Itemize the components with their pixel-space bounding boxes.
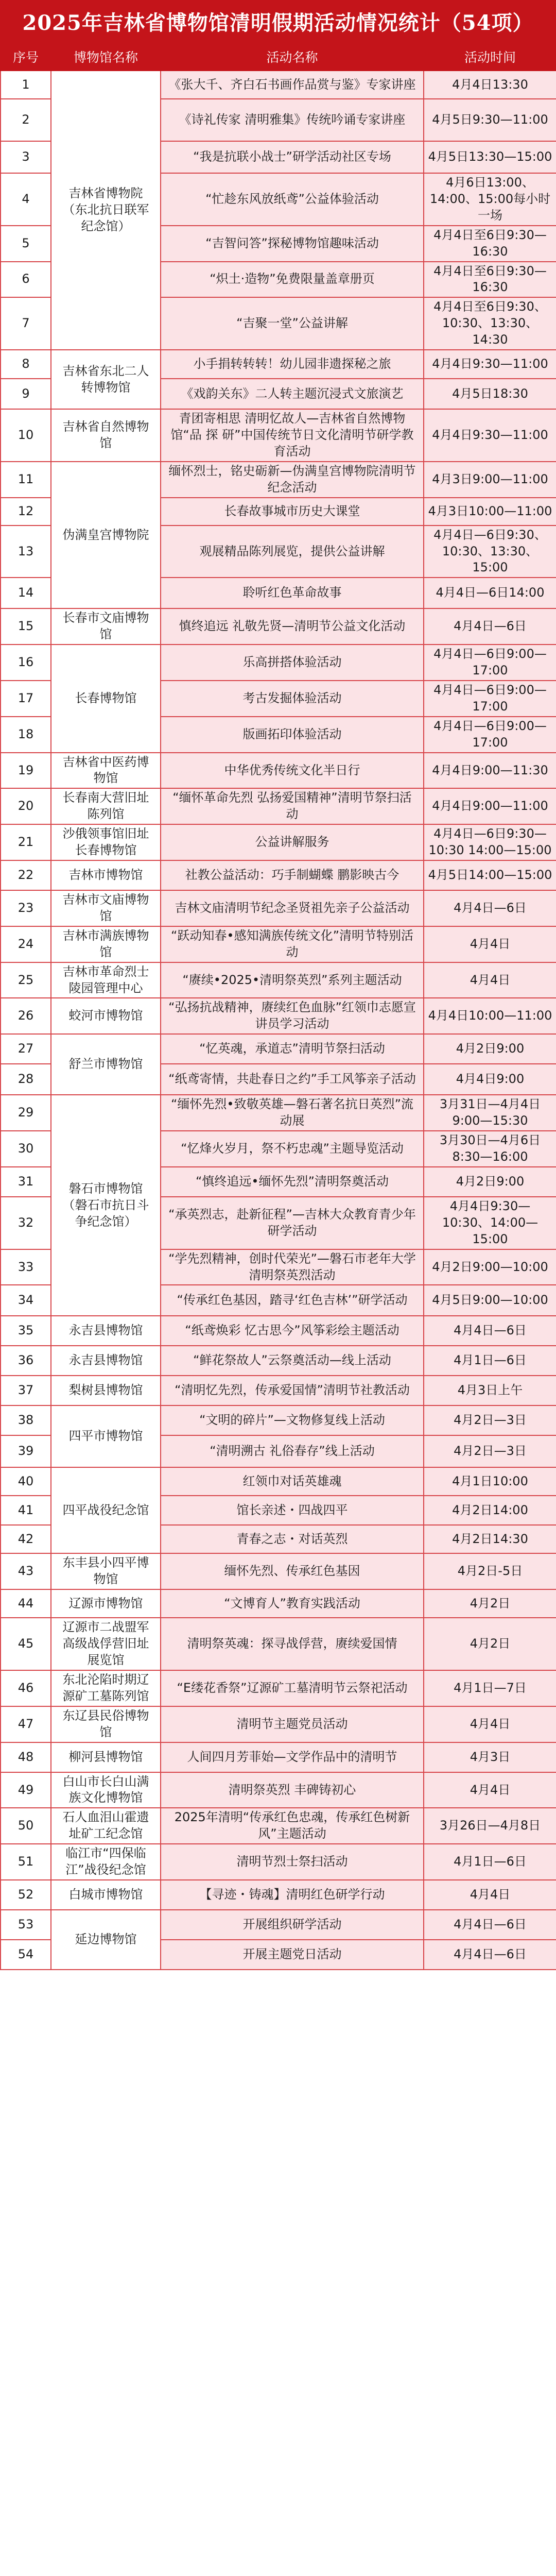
activity-name: 青春之志・对话英烈 (161, 1525, 424, 1553)
activity-time: 4月4日 (424, 962, 556, 998)
museum-name: 辽源市博物馆 (51, 1589, 161, 1618)
row-number: 50 (1, 1808, 51, 1844)
row-number: 45 (1, 1618, 51, 1670)
row-number: 21 (1, 824, 51, 860)
museum-name: 蛟河市博物馆 (51, 998, 161, 1034)
activity-time: 4月5日9:30—11:00 (424, 99, 556, 141)
row-number: 48 (1, 1742, 51, 1772)
museum-name: 吉林省东北二人转博物馆 (51, 350, 161, 409)
row-number: 4 (1, 173, 51, 226)
table-header-row (1, 43, 556, 71)
activity-time: 4月4日—6日9:30—10:30 14:00—15:00 (424, 824, 556, 860)
row-number: 6 (1, 262, 51, 298)
activity-time: 4月4日—6日9:00—17:00 (424, 645, 556, 681)
museum-name: 吉林省中医药博物馆 (51, 753, 161, 789)
activity-time: 4月4日9:00—11:30 (424, 753, 556, 789)
activity-time: 4月4日9:00 (424, 1064, 556, 1095)
row-number: 8 (1, 350, 51, 379)
activity-name: “承英烈志，赴新征程”—吉林大众教育青少年研学活动 (161, 1197, 424, 1249)
table-row (1, 1808, 556, 1844)
row-number: 18 (1, 717, 51, 753)
page-title: 2025年吉林省博物馆清明假期活动情况统计（54项） (0, 0, 556, 42)
table-row (1, 462, 556, 498)
row-number: 9 (1, 379, 51, 409)
activity-name: 吉林文庙清明节纪念圣贤祖先亲子公益活动 (161, 890, 424, 926)
row-number: 30 (1, 1131, 51, 1167)
table-row (1, 926, 556, 962)
row-number: 47 (1, 1706, 51, 1742)
museum-name: 吉林市革命烈士陵园管理中心 (51, 962, 161, 998)
activity-time: 4月1日—6日 (424, 1844, 556, 1880)
activity-name: 乐高拼搭体验活动 (161, 645, 424, 681)
activity-name: “忆英魂，承道志”清明节祭扫活动 (161, 1034, 424, 1064)
museum-name: 磐石市博物馆（磐石市抗日斗争纪念馆） (51, 1095, 161, 1316)
row-number: 51 (1, 1844, 51, 1880)
row-number: 29 (1, 1095, 51, 1131)
row-number: 27 (1, 1034, 51, 1064)
activity-name: “E缕花香祭”辽源矿工墓清明节云祭祀活动 (161, 1670, 424, 1706)
activity-name: “吉聚一堂”公益讲解 (161, 297, 424, 350)
museum-name: 四平战役纪念馆 (51, 1467, 161, 1553)
row-number: 39 (1, 1435, 51, 1467)
activity-name: 开展组织研学活动 (161, 1910, 424, 1940)
museum-name: 柳河县博物馆 (51, 1742, 161, 1772)
row-number: 43 (1, 1553, 51, 1589)
row-number: 20 (1, 788, 51, 824)
row-number: 54 (1, 1940, 51, 1970)
museum-name: 辽源市二战盟军高级战俘营旧址展览馆 (51, 1618, 161, 1670)
row-number: 11 (1, 462, 51, 498)
activity-time: 4月4日 (424, 1706, 556, 1742)
activity-time: 4月5日13:30—15:00 (424, 141, 556, 173)
museum-name: 白山市长白山满族文化博物馆 (51, 1772, 161, 1808)
activity-time: 4月2日14:00 (424, 1496, 556, 1525)
header-seq: 序号 (1, 43, 51, 71)
activity-time: 4月4日至6日9:30—16:30 (424, 262, 556, 298)
activity-name: “文博育人”教育实践活动 (161, 1589, 424, 1618)
table-row (1, 71, 556, 99)
activity-name: “跃动知春•感知满族传统文化”清明节特别活动 (161, 926, 424, 962)
table-row (1, 1095, 556, 1131)
table-row (1, 860, 556, 890)
activity-time: 4月4日 (424, 926, 556, 962)
row-number: 26 (1, 998, 51, 1034)
row-number: 36 (1, 1346, 51, 1376)
header-activity: 活动名称 (161, 43, 424, 71)
table-row (1, 824, 556, 860)
museum-name: 东北沦陷时期辽源矿工墓陈列馆 (51, 1670, 161, 1706)
museum-name: 临江市“四保临江”战役纪念馆 (51, 1844, 161, 1880)
activity-time: 4月2日9:00 (424, 1034, 556, 1064)
row-number: 40 (1, 1467, 51, 1496)
activity-time: 4月3日10:00—11:00 (424, 498, 556, 526)
row-number: 17 (1, 681, 51, 717)
activity-table (0, 42, 556, 1970)
museum-name: 延边博物馆 (51, 1910, 161, 1970)
activity-name: 人间四月芳菲始—文学作品中的清明节 (161, 1742, 424, 1772)
row-number: 28 (1, 1064, 51, 1095)
activity-time: 4月1日—7日 (424, 1670, 556, 1706)
activity-time: 4月1日—6日 (424, 1346, 556, 1376)
row-number: 15 (1, 608, 51, 645)
row-number: 32 (1, 1197, 51, 1249)
activity-name: “赓续•2025•清明祭英烈”系列主题活动 (161, 962, 424, 998)
activity-time: 4月4日至6日9:30—16:30 (424, 226, 556, 262)
activity-name: 《张大千、齐白石书画作品赏与鉴》专家讲座 (161, 71, 424, 99)
museum-name: 永吉县博物馆 (51, 1316, 161, 1346)
row-number: 42 (1, 1525, 51, 1553)
table-row (1, 1670, 556, 1706)
activity-time: 3月26日—4月8日 (424, 1808, 556, 1844)
activity-time: 4月4日—6日14:00 (424, 578, 556, 608)
activity-time: 4月6日13:00、14:00、15:00每小时一场 (424, 173, 556, 226)
activity-name: “忆烽火岁月，祭不朽忠魂”主题导览活动 (161, 1131, 424, 1167)
row-number: 13 (1, 526, 51, 578)
activity-name: 考古发掘体验活动 (161, 681, 424, 717)
row-number: 25 (1, 962, 51, 998)
activity-time: 4月4日9:30—10:30、14:00—15:00 (424, 1197, 556, 1249)
activity-time: 4月3日上午 (424, 1376, 556, 1405)
table-row (1, 1772, 556, 1808)
activity-time: 4月2日14:30 (424, 1525, 556, 1553)
activity-name: 红领巾对话英雄魂 (161, 1467, 424, 1496)
table-row (1, 1706, 556, 1742)
activity-name: 中华优秀传统文化半日行 (161, 753, 424, 789)
activity-name: 聆听红色革命故事 (161, 578, 424, 608)
museum-name: 四平市博物馆 (51, 1405, 161, 1467)
activity-name: 小手捐转转转！幼儿园非遗探秘之旅 (161, 350, 424, 379)
activity-time: 4月4日13:30 (424, 71, 556, 99)
row-number: 34 (1, 1285, 51, 1316)
activity-name: 清明祭英烈 丰碑铸初心 (161, 1772, 424, 1808)
row-number: 53 (1, 1910, 51, 1940)
activity-time: 4月4日—6日9:30、10:30、13:30、15:00 (424, 526, 556, 578)
museum-name: 东丰县小四平博物馆 (51, 1553, 161, 1589)
activity-time: 4月3日9:00—11:00 (424, 462, 556, 498)
activity-name: 【寻迹・铸魂】清明红色研学行动 (161, 1880, 424, 1910)
table-row (1, 1880, 556, 1910)
table-row (1, 1405, 556, 1435)
activity-name: “纸鸢寄情，共赴春日之约”手工风筝亲子活动 (161, 1064, 424, 1095)
row-number: 23 (1, 890, 51, 926)
table-row (1, 1553, 556, 1589)
museum-name: 长春市文庙博物馆 (51, 608, 161, 645)
row-number: 16 (1, 645, 51, 681)
museum-name: 长春南大营旧址陈列馆 (51, 788, 161, 824)
table-row (1, 1618, 556, 1670)
activity-time: 3月30日—4月6日8:30—16:00 (424, 1131, 556, 1167)
museum-name: 吉林市文庙博物馆 (51, 890, 161, 926)
table-row (1, 1376, 556, 1405)
activity-name: “慎终追远•缅怀先烈”清明祭奠活动 (161, 1167, 424, 1197)
table-row (1, 1844, 556, 1880)
activity-name: 观展精品陈列展览，提供公益讲解 (161, 526, 424, 578)
activity-time: 4月4日至6日9:30、10:30、13:30、14:30 (424, 297, 556, 350)
row-number: 12 (1, 498, 51, 526)
activity-name: “吉智问答”探秘博物馆趣味活动 (161, 226, 424, 262)
table-body (1, 71, 556, 1970)
activity-time: 3月31日—4月4日9:00—15:30 (424, 1095, 556, 1131)
activity-name: “鲜花祭故人”云祭奠活动—线上活动 (161, 1346, 424, 1376)
activity-name: 缅怀先烈、传承红色基因 (161, 1553, 424, 1589)
activity-name: “忙趁东风放纸鸢”公益体验活动 (161, 173, 424, 226)
activity-name: “缅怀先烈•致敬英雄—磐石著名抗日英烈”流动展 (161, 1095, 424, 1131)
table-row (1, 998, 556, 1034)
row-number: 35 (1, 1316, 51, 1346)
museum-name: 石人血泪山霍遗址矿工纪念馆 (51, 1808, 161, 1844)
table-row (1, 1467, 556, 1496)
activity-time: 4月2日—3日 (424, 1405, 556, 1435)
museum-name: 舒兰市博物馆 (51, 1034, 161, 1095)
activity-time: 4月4日—6日 (424, 1316, 556, 1346)
museum-name: 吉林市满族博物馆 (51, 926, 161, 962)
museum-name: 吉林市博物馆 (51, 860, 161, 890)
activity-name: 馆长亲述・四战四平 (161, 1496, 424, 1525)
activity-time: 4月4日—6日9:00—17:00 (424, 681, 556, 717)
activity-name: 长春故事城市历史大课堂 (161, 498, 424, 526)
activity-time: 4月2日9:00—10:00 (424, 1249, 556, 1285)
activity-name: 公益讲解服务 (161, 824, 424, 860)
row-number: 41 (1, 1496, 51, 1525)
activity-time: 4月5日14:00—15:00 (424, 860, 556, 890)
activity-name: 《戏韵关东》二人转主题沉浸式文旅演艺 (161, 379, 424, 409)
activity-time: 4月4日—6日 (424, 1940, 556, 1970)
table-row (1, 350, 556, 379)
activity-name: “炽土·造物”免费限量盖章册页 (161, 262, 424, 298)
museum-name: 白城市博物馆 (51, 1880, 161, 1910)
table-row (1, 753, 556, 789)
activity-name: 版画拓印体验活动 (161, 717, 424, 753)
table-row (1, 890, 556, 926)
table-row (1, 608, 556, 645)
activity-time: 4月3日 (424, 1742, 556, 1772)
header-time: 活动时间 (424, 43, 556, 71)
row-number: 10 (1, 409, 51, 462)
activity-name: “缅怀革命先烈 弘扬爱国精神”清明节祭扫活动 (161, 788, 424, 824)
museum-name: 梨树县博物馆 (51, 1376, 161, 1405)
row-number: 1 (1, 71, 51, 99)
activity-time: 4月4日—6日 (424, 608, 556, 645)
row-number: 3 (1, 141, 51, 173)
header-museum: 博物馆名称 (51, 43, 161, 71)
activity-name: 社教公益活动：巧手制蝴蝶 鹏影映古今 (161, 860, 424, 890)
activity-time: 4月5日9:00—10:00 (424, 1285, 556, 1316)
table-row (1, 1034, 556, 1064)
activity-name: 清明祭英魂：探寻战俘营，赓续爱国情 (161, 1618, 424, 1670)
activity-name: “清明溯古 礼俗春存”线上活动 (161, 1435, 424, 1467)
row-number: 46 (1, 1670, 51, 1706)
activity-name: “学先烈精神，创时代荣光”—磐石市老年大学清明祭英烈活动 (161, 1249, 424, 1285)
activity-time: 4月4日9:30—11:00 (424, 350, 556, 379)
table-row (1, 1316, 556, 1346)
table-row (1, 1346, 556, 1376)
activity-name: “纸鸢焕彩 忆古思今”风筝彩绘主题活动 (161, 1316, 424, 1346)
activity-name: “传承红色基因，踏寻‘红色吉林’”研学活动 (161, 1285, 424, 1316)
activity-name: 青团寄相思 清明忆故人—吉林省自然博物馆“品 探 研”中国传统节日文化清明节研学教育活动 (161, 409, 424, 462)
museum-name: 伪满皇宫博物院 (51, 462, 161, 609)
row-number: 37 (1, 1376, 51, 1405)
activity-name: “文明的碎片”—文物修复线上活动 (161, 1405, 424, 1435)
row-number: 14 (1, 578, 51, 608)
museum-name: 东辽县民俗博物馆 (51, 1706, 161, 1742)
activity-name: 清明节烈士祭扫活动 (161, 1844, 424, 1880)
activity-time: 4月4日10:00—11:00 (424, 998, 556, 1034)
table-row (1, 788, 556, 824)
table-row (1, 1742, 556, 1772)
museum-name: 永吉县博物馆 (51, 1346, 161, 1376)
activity-time: 4月4日—6日9:00—17:00 (424, 717, 556, 753)
museum-name: 吉林省博物院（东北抗日联军纪念馆） (51, 71, 161, 350)
museum-name: 长春博物馆 (51, 645, 161, 752)
activity-name: 《诗礼传家 清明雅集》传统吟诵专家讲座 (161, 99, 424, 141)
activity-time: 4月2日 (424, 1589, 556, 1618)
row-number: 7 (1, 297, 51, 350)
activity-name: 开展主题党日活动 (161, 1940, 424, 1970)
table-row (1, 409, 556, 462)
museum-name: 吉林省自然博物馆 (51, 409, 161, 462)
activity-name: “弘扬抗战精神，赓续红色血脉”红领巾志愿宣讲员学习活动 (161, 998, 424, 1034)
row-number: 24 (1, 926, 51, 962)
table-row (1, 962, 556, 998)
activity-name: “清明忆先烈，传承爱国情”清明节社教活动 (161, 1376, 424, 1405)
activity-name: “我是抗联小战士”研学活动社区专场 (161, 141, 424, 173)
activity-name: 缅怀烈士，铭史砺新—伪满皇宫博物院清明节纪念活动 (161, 462, 424, 498)
activity-time: 4月5日18:30 (424, 379, 556, 409)
table-row (1, 1589, 556, 1618)
table-row (1, 645, 556, 681)
activity-time: 4月2日9:00 (424, 1167, 556, 1197)
row-number: 33 (1, 1249, 51, 1285)
row-number: 49 (1, 1772, 51, 1808)
row-number: 38 (1, 1405, 51, 1435)
activity-time: 4月4日—6日 (424, 1910, 556, 1940)
activity-time: 4月2日 (424, 1618, 556, 1670)
activity-time: 4月2日-5日 (424, 1553, 556, 1589)
activity-name: 2025年清明“传承红色忠魂，传承红色树新风”主题活动 (161, 1808, 424, 1844)
museum-name: 沙俄领事馆旧址长春博物馆 (51, 824, 161, 860)
row-number: 5 (1, 226, 51, 262)
row-number: 44 (1, 1589, 51, 1618)
activity-time: 4月4日 (424, 1880, 556, 1910)
table-row (1, 1910, 556, 1940)
activity-time: 4月4日 (424, 1772, 556, 1808)
row-number: 31 (1, 1167, 51, 1197)
activity-name: 慎终追远 礼敬先贤—清明节公益文化活动 (161, 608, 424, 645)
activity-time: 4月1日10:00 (424, 1467, 556, 1496)
activity-time: 4月4日9:00—11:00 (424, 788, 556, 824)
row-number: 2 (1, 99, 51, 141)
row-number: 19 (1, 753, 51, 789)
row-number: 22 (1, 860, 51, 890)
activity-time: 4月2日—3日 (424, 1435, 556, 1467)
activity-time: 4月4日9:30—11:00 (424, 409, 556, 462)
activity-time: 4月4日—6日 (424, 890, 556, 926)
row-number: 52 (1, 1880, 51, 1910)
activity-name: 清明节主题党员活动 (161, 1706, 424, 1742)
